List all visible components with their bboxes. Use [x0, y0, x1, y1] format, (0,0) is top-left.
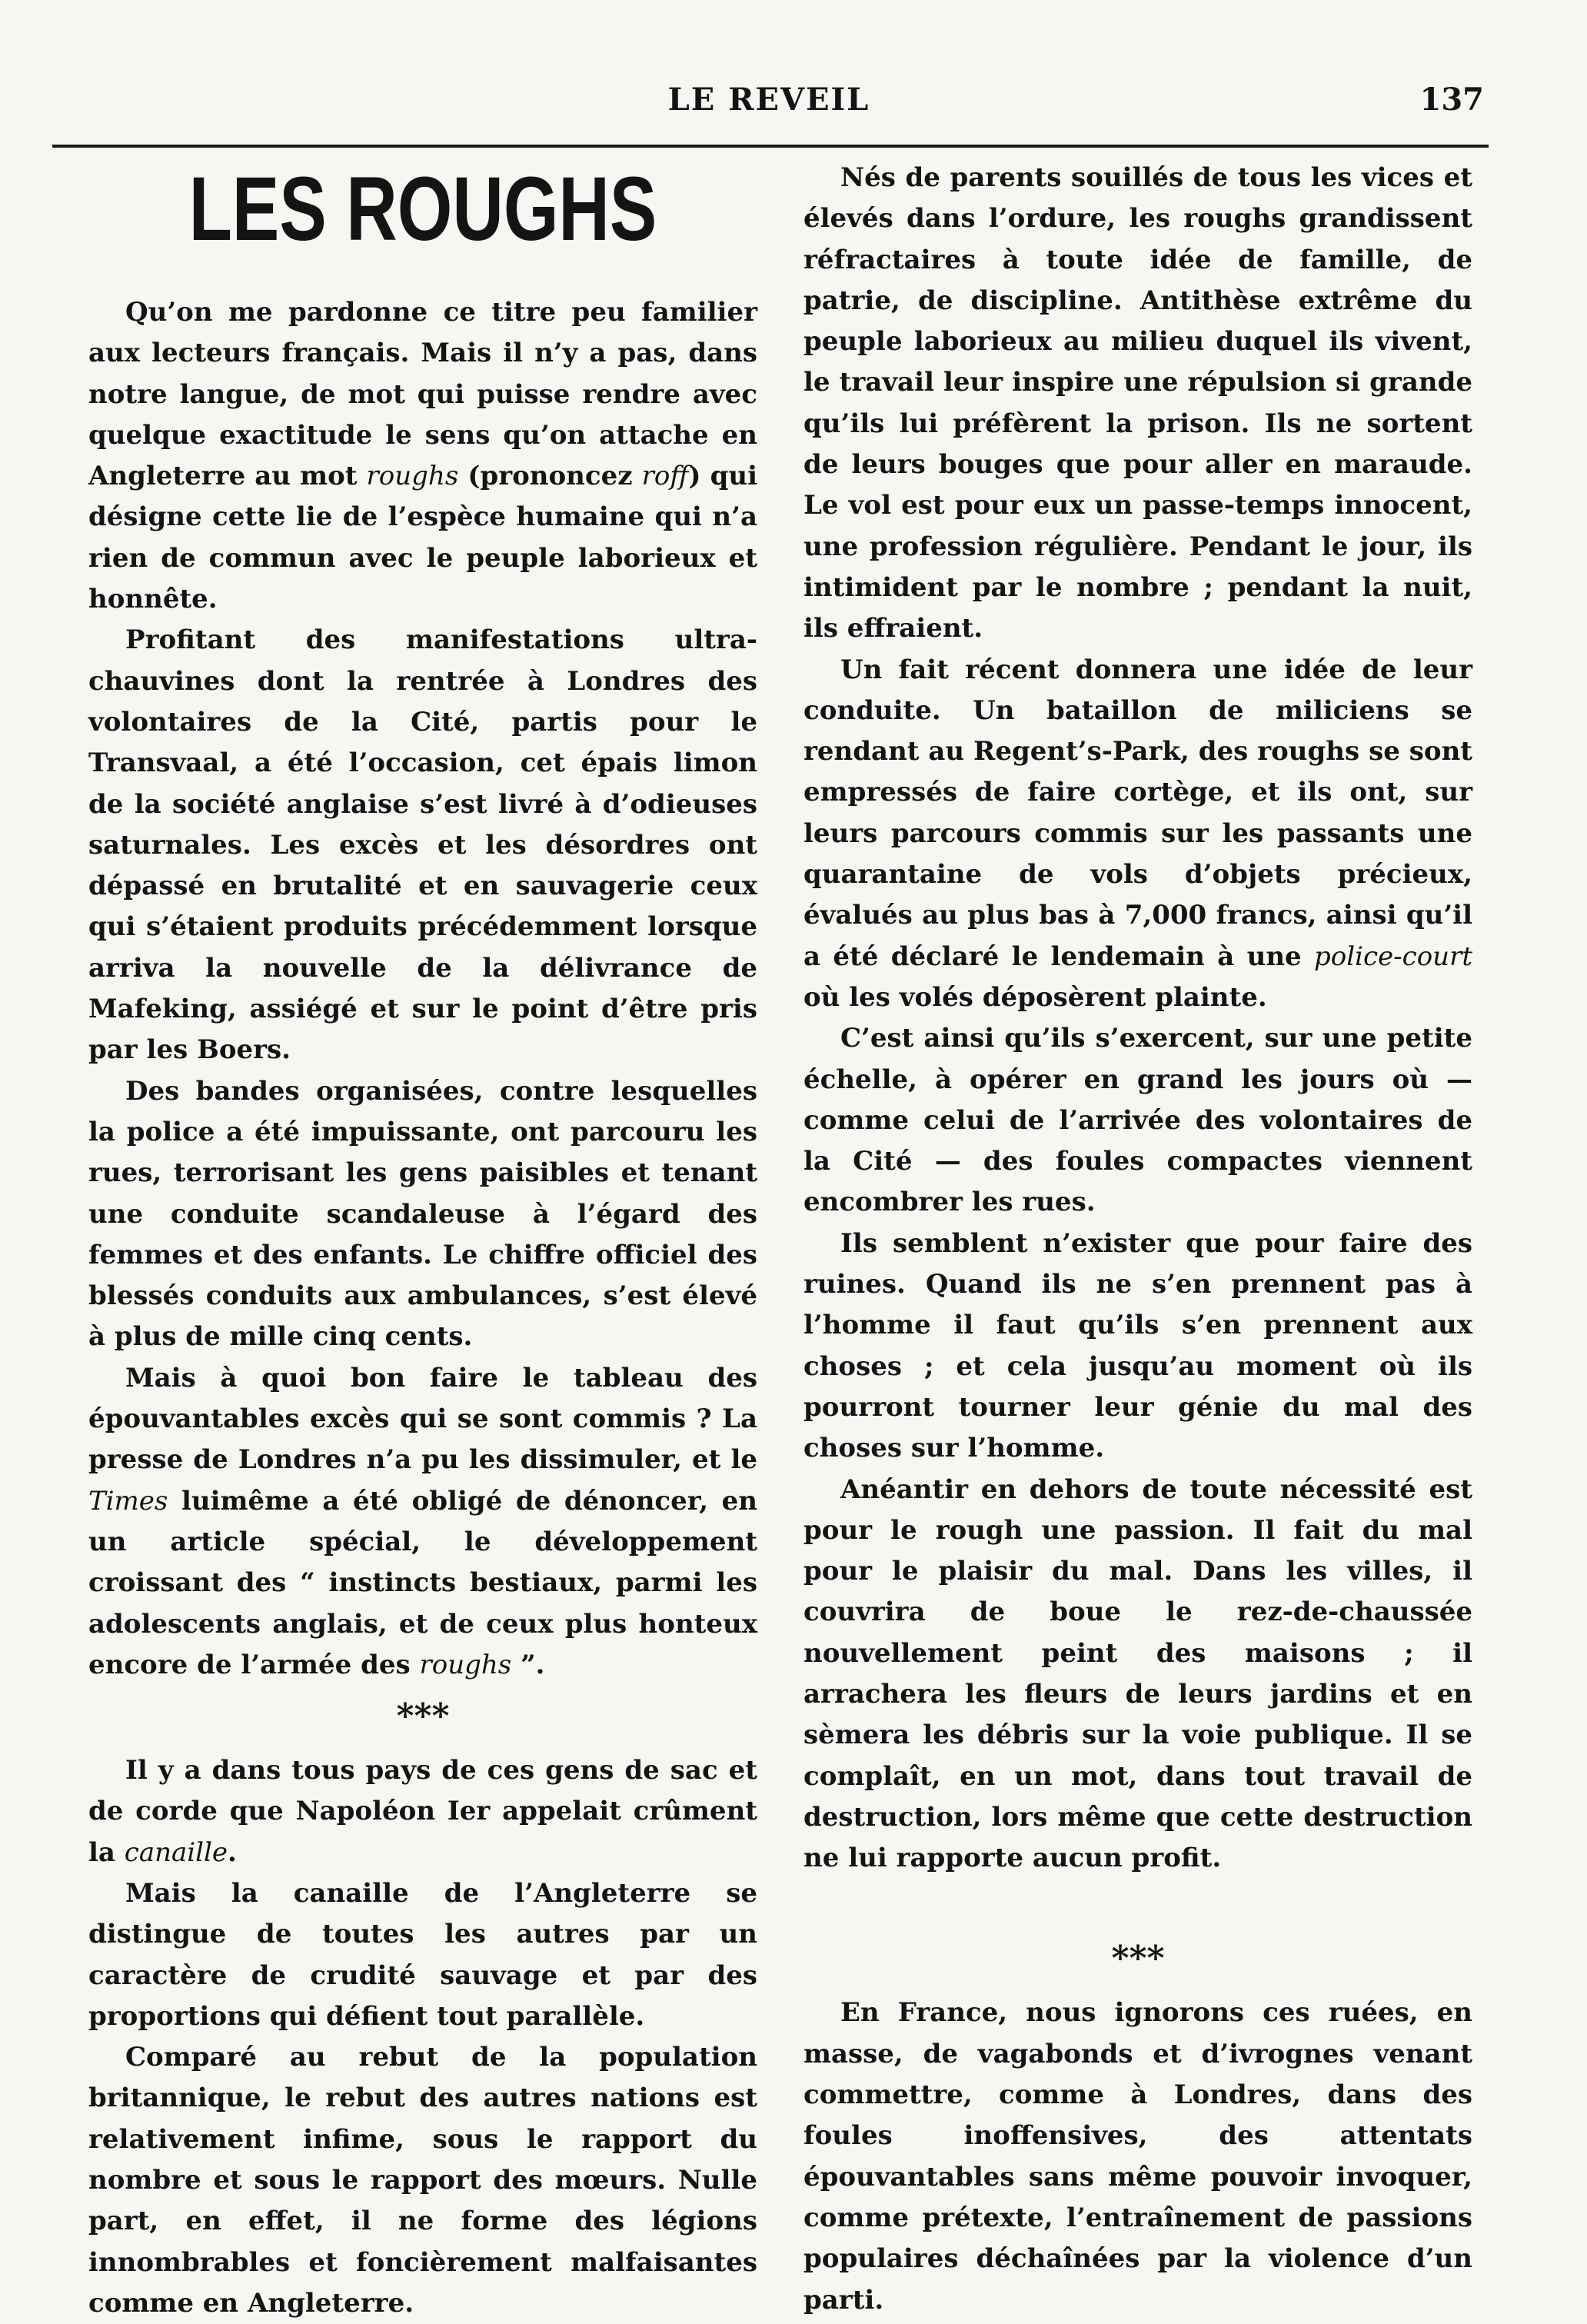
spacer [803, 1879, 1472, 1928]
paragraph: Comparé au rebut de la population britannique, le rebut des autres nations est relativement infime, sous le rapport du nombre et sous le rapport des mœurs. Nulle part, en effet, il ne forme des légions innombrables et foncièrement malfaisantes comme en Angleterre. [88, 2042, 757, 2319]
paragraph: Ils semblent n’exister que pour faire des ruines. Quand ils ne s’en prennent pas à l’homme il faut qu’ils s’en prennent aux choses ; et cela jusqu’au moment où ils pourront tourner leur génie du mal des choses sur l’homme. [803, 1227, 1472, 1464]
header-rule [52, 145, 1489, 148]
paragraph: Anéantir en dehors de toute nécessité est pour le rough une passion. Il fait du mal pour le plaisir du mal. Dans les villes, il couvrira de boue le rez-de-chaussée nouvellement peint des maisons ; il arrachera les fleurs de leurs jardins et en sèmera les débris sur la voie publique. Il se complaît, en un mot, dans tout travail de destruction, lors même que cette destruction ne lui rapporte aucun profit. [803, 1473, 1472, 1874]
paragraph: Des bandes organisées, contre lesquelles la police a été impuissante, ont parcouru les rues, terrorisant les gens paisibles et tenant une conduite scandaleuse à l’égard des femmes et des enfants. Le chiffre officiel des blessés conduits aux ambulances, s’est élevé à plus de mille cinq cents. [88, 1075, 757, 1353]
section-separator: *** [396, 1696, 450, 1736]
left-column [88, 158, 757, 2324]
page-number: 137 [1419, 82, 1484, 118]
paragraph: Mais la canaille de l’Angleterre se distingue de toutes les autres par un caractère de crudité sauvage et par des proportions qui défient tout parallèle. [88, 1877, 757, 2032]
paragraph: Qu’on me pardonne ce titre peu familier aux lecteurs français. Mais il n’y a pas, dans notre langue, de mot qui puisse rendre avec quelque exactitude le sens qu’on attache en Angleterre au mot roughs (prononcez roff) qui désigne cette lie de l’espèce humaine qui n’a rien de commun avec le peuple laborieux et honnête. [88, 297, 757, 615]
paragraph: Mais à quoi bon faire le tableau des épouvantables excès qui se sont commis ? La presse de Londres n’a pu les dissimuler, et le Times luimême a été obligé de dénoncer, en un article spécial, le développement croissant des “ instincts bestiaux, parmi les adolescents anglais, et de ceux plus honteux encore de l’armée des roughs ”. [88, 1362, 757, 1680]
section-separator: *** [1111, 1939, 1165, 1979]
article-title: LES ROUGHS [188, 158, 657, 260]
running-head [54, 77, 1484, 123]
paragraph: Profitant des manifestations ultra-chauvines dont la rentrée à Londres des volontaires de la Cité, partis pour le Transvaal, a été l’occasion, cet épais limon de la société anglaise s’est livré à d’odieuses saturnales. Les excès et les désordres ont dépassé en brutalité et en sauvagerie ceux qui s’étaient produits précédemment lorsque arriva la nouvelle de la délivrance de Mafeking, assiégé et sur le point d’être pris par les Boers. [88, 624, 757, 1066]
running-title: LE REVEIL [667, 82, 870, 118]
paragraph: Un fait récent donnera une idée de leur conduite. Un bataillon de miliciens se rendant au Regent’s-Park, des roughs se sont empressés de faire cortège, et ils ont, sur leurs parcours commis sur les passants une quarantaine de vols d’objets précieux, évalués au plus bas à 7,000 francs, ainsi qu’il a été déclaré le lendemain à une police-court où les volés déposèrent plainte. [803, 654, 1472, 1013]
right-column [803, 158, 1472, 2321]
paragraph: Il y a dans tous pays de ces gens de sac et de corde que Napoléon Ier appelait crûment la canaille. [88, 1755, 757, 1868]
paragraph: En France, nous ignorons ces ruées, en masse, de vagabonds et d’ivrognes venant commettre, comme à Londres, dans des foules inoffensives, des attentats épouvantables sans même pouvoir invoquer, comme prétexte, l’entraînement de passions populaires déchaînées par la violence d’un parti. [803, 1997, 1472, 2316]
paragraph: Nés de parents souillés de tous les vices et élevés dans l’ordure, les roughs grandissent réfractaires à toute idée de famille, de patrie, de discipline. Antithèse extrême du peuple laborieux au milieu duquel ils vivent, le travail leur inspire une répulsion si grande qu’ils lui préfèrent la prison. Ils ne sortent de leurs bouges que pour aller en maraude. Le vol est pour eux un passe-temps innocent, une profession régulière. Pendant le jour, ils intimident par le nombre ; pendant la nuit, ils effraient. [803, 162, 1472, 644]
paragraph: C’est ainsi qu’ils s’exercent, sur une petite échelle, à opérer en grand les jours où — comme celui de l’arrivée des volontaires de la Cité — des foules compactes viennent encombrer les rues. [803, 1023, 1472, 1218]
